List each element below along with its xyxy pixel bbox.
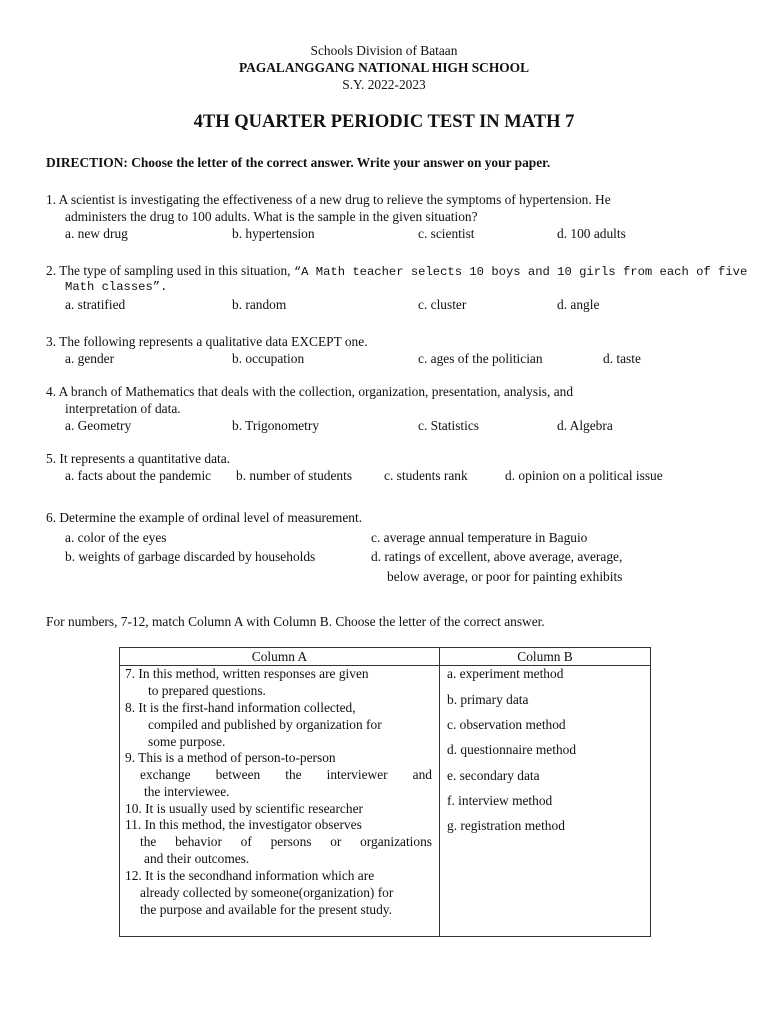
column-b-item: b. primary data	[447, 692, 529, 707]
column-b-item: e. secondary data	[447, 768, 540, 783]
test-title: 4TH QUARTER PERIODIC TEST IN MATH 7	[193, 112, 575, 132]
q4-choice-a: a. Geometry	[65, 418, 132, 433]
direction-text: DIRECTION: Choose the letter of the correct answer. Write your answer on your paper.	[46, 155, 551, 170]
q6-choice-d: d. ratings of excellent, above average, average,	[371, 549, 623, 564]
question-2-quote: “A Math teacher selects 10 boys and 10 girls from each of five	[293, 265, 748, 279]
q5-choice-b: b. number of students	[236, 468, 353, 483]
q3-choice-c: c. ages of the politician	[418, 351, 543, 366]
q2-choice-d: d. angle	[557, 297, 600, 312]
column-a-line: the interviewee.	[144, 784, 230, 799]
question-2-prefix: 2. The type of sampling used in this situation,	[46, 263, 294, 278]
column-a-header: Column A	[120, 648, 440, 666]
question-2-text	[46, 263, 747, 279]
q5-choice-c: c. students rank	[384, 468, 468, 483]
column-a-line: the purpose and available for the present study.	[140, 902, 392, 917]
column-a-line: 9. This is a method of person-to-person	[125, 750, 336, 765]
column-a-line: exchange between the interviewer and	[140, 767, 432, 782]
q2-choice-a: a. stratified	[65, 297, 126, 312]
school-year: S.Y. 2022-2023	[342, 77, 426, 92]
q6-choice-c: c. average annual temperature in Baguio	[371, 530, 588, 545]
matching-table	[119, 647, 651, 937]
q6-choice-d-cont: below average, or poor for painting exhibits	[387, 569, 623, 584]
q3-choice-a: a. gender	[65, 351, 115, 366]
column-a-cell	[120, 666, 440, 937]
q4-choice-d: d. Algebra	[557, 418, 613, 433]
school-name: PAGALANGGANG NATIONAL HIGH SCHOOL	[238, 60, 530, 75]
question-2-quote-cont: Math classes”.	[65, 280, 168, 294]
division-name: Schools Division of Bataan	[310, 43, 458, 58]
column-a-line: the behavior of persons or organizations	[140, 834, 432, 849]
q5-choice-a: a. facts about the pandemic	[65, 468, 212, 483]
column-b-cell	[440, 666, 651, 937]
question-1-text: 1. A scientist is investigating the effectiveness of a new drug to relieve the symptoms of hypertension. He	[46, 192, 611, 207]
q3-choice-d: d. taste	[603, 351, 641, 366]
question-4-text: 4. A branch of Mathematics that deals with the collection, organization, presentation, analysis, and	[46, 384, 574, 399]
question-3-text: 3. The following represents a qualitative data EXCEPT one.	[46, 334, 368, 349]
column-b-header: Column B	[440, 648, 651, 666]
question-4-text-cont: interpretation of data.	[65, 401, 181, 416]
q2-choice-c: c. cluster	[418, 297, 467, 312]
column-a-line: 11. In this method, the investigator observes	[125, 817, 362, 832]
q4-choice-b: b. Trigonometry	[232, 418, 320, 433]
matching-instructions: For numbers, 7-12, match Column A with Column B. Choose the letter of the correct answer.	[46, 614, 545, 629]
column-a-line: to prepared questions.	[148, 683, 266, 698]
column-b-item: a. experiment method	[447, 666, 564, 681]
column-a-line: 10. It is usually used by scientific researcher	[125, 801, 363, 816]
q5-choice-d: d. opinion on a political issue	[505, 468, 663, 483]
q6-choice-b: b. weights of garbage discarded by households	[65, 549, 316, 564]
q1-choice-c: c. scientist	[418, 226, 475, 241]
column-b-item: d. questionnaire method	[447, 742, 577, 757]
column-a-line: some purpose.	[148, 734, 226, 749]
q4-choice-c: c. Statistics	[418, 418, 479, 433]
column-a-line: and their outcomes.	[144, 851, 250, 866]
q1-choice-b: b. hypertension	[232, 226, 315, 241]
question-1-text-cont: administers the drug to 100 adults. What is the sample in the given situation?	[65, 209, 478, 224]
column-b-item: f. interview method	[447, 793, 553, 808]
question-6-text: 6. Determine the example of ordinal level of measurement.	[46, 510, 363, 525]
column-a-line: 12. It is the secondhand information which are	[125, 868, 375, 883]
column-a-line: 8. It is the first-hand information collected,	[125, 700, 356, 715]
column-a-line: 7. In this method, written responses are given	[125, 666, 369, 681]
q2-choice-b: b. random	[232, 297, 287, 312]
q1-choice-d: d. 100 adults	[557, 226, 626, 241]
column-a-line: already collected by someone(organization) for	[140, 885, 394, 900]
question-5-text: 5. It represents a quantitative data.	[46, 451, 231, 466]
q6-choice-a: a. color of the eyes	[65, 530, 167, 545]
column-b-item: g. registration method	[447, 818, 565, 833]
q3-choice-b: b. occupation	[232, 351, 305, 366]
column-a-line: compiled and published by organization for	[148, 717, 382, 732]
q1-choice-a: a. new drug	[65, 226, 128, 241]
column-b-item: c. observation method	[447, 717, 566, 732]
